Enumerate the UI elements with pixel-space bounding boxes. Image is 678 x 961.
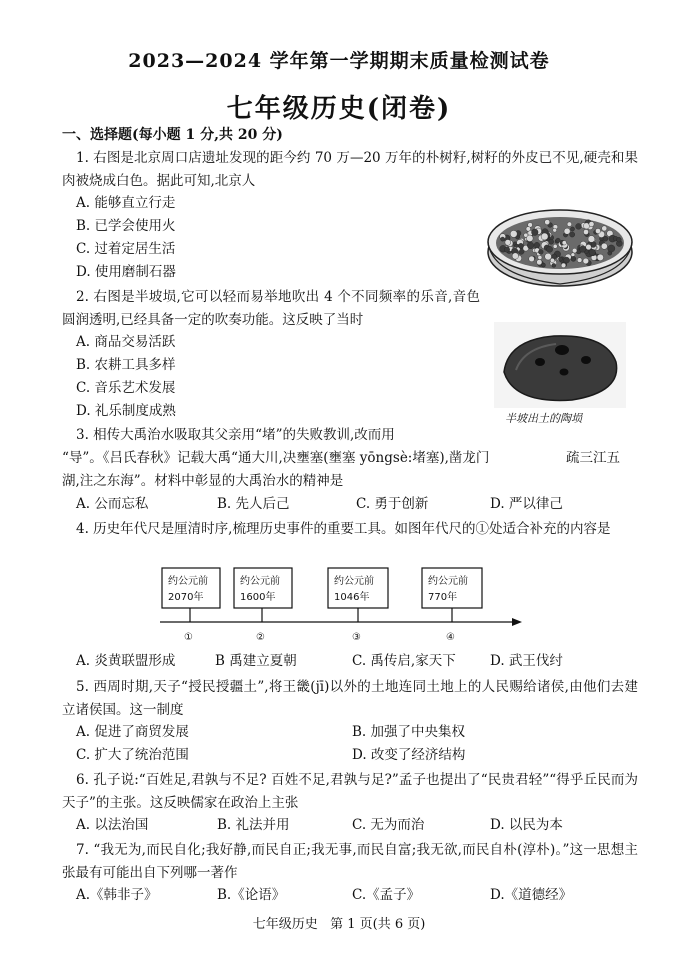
question-3-stem-line-1: 3. 相传大禹治水吸取其父亲用“堵”的失败教训,改而用 — [76, 427, 395, 443]
question-7-option-a: A.《韩非子》 — [76, 887, 158, 903]
question-4-option-b: B 禹建立夏朝 — [215, 653, 297, 669]
clay-xun-photo — [494, 322, 626, 408]
question-3-option-a: A. 公而忘私 — [76, 496, 149, 512]
question-2-option-a: A. 商品交易活跃 — [76, 334, 176, 350]
clay-xun-caption: 半坡出土的陶埙 — [505, 412, 582, 425]
timeline-event-1 — [162, 568, 220, 643]
timeline-event-2-line1: 约公元前 — [240, 576, 280, 587]
question-3-option-c: C. 勇于创新 — [356, 496, 429, 512]
question-1-option-b: B. 已学会使用火 — [76, 218, 176, 234]
timeline-event-2-line2: 1600年 — [240, 592, 276, 603]
question-5-option-c: C. 扩大了统治范围 — [76, 747, 189, 763]
question-5-option-a: A. 促进了商贸发展 — [76, 724, 189, 740]
question-3-stem-line-2b: 疏三江五 — [566, 450, 620, 466]
timeline-event-3 — [328, 568, 388, 643]
question-5-option-d: D. 改变了经济结构 — [352, 747, 466, 763]
question-4-option-d: D. 武王伐纣 — [490, 653, 563, 669]
timeline-marker-2: ② — [256, 632, 265, 643]
timeline-event-3-line2: 1046年 — [334, 592, 370, 603]
timeline-figure — [150, 562, 530, 652]
question-4-stem: 4. 历史年代尺是厘清时序,梳理历史事件的重要工具。如图年代尺的①处适合补充的内容是 — [76, 521, 611, 537]
question-6-option-c: C. 无为而治 — [352, 817, 425, 833]
timeline-event-4 — [422, 568, 482, 643]
question-2-option-c: C. 音乐艺术发展 — [76, 380, 176, 396]
question-6-option-b: B. 礼法并用 — [217, 817, 290, 833]
page-footer: 七年级历史 第 1 页(共 6 页) — [252, 917, 426, 932]
question-1-option-d: D. 使用磨制石器 — [76, 264, 176, 280]
timeline-event-3-line1: 约公元前 — [334, 576, 374, 587]
question-7-option-d: D.《道德经》 — [490, 887, 573, 903]
timeline-event-2 — [234, 568, 292, 643]
question-2-option-d: D. 礼乐制度成熟 — [76, 403, 176, 419]
timeline-event-4-line1: 约公元前 — [428, 576, 468, 587]
exam-title: 2023—2024 学年第一学期期末质量检测试卷 — [128, 50, 550, 72]
question-1-option-c: C. 过着定居生活 — [76, 241, 176, 257]
timeline-marker-1: ① — [184, 632, 193, 643]
timeline-event-4-line2: 770年 — [428, 592, 458, 603]
timeline-event-1-line2: 2070年 — [168, 592, 204, 603]
question-4-option-a: A. 炎黄联盟形成 — [76, 653, 176, 669]
question-7-stem: 7. “我无为,而民自化;我好静,而民自正;我无事,而民自富;我无欲,而民自朴(淳朴)。”这一思想主张最有可能出自下列哪一著作 — [62, 842, 638, 881]
section-heading: 一、选择题(每小题 1 分,共 20 分) — [62, 127, 283, 143]
question-1-option-a: A. 能够直立行走 — [76, 195, 176, 211]
question-2-option-b: B. 农耕工具多样 — [76, 357, 176, 373]
question-5-stem: 5. 西周时期,天子“授民授疆土”,将王畿(jī)以外的土地连同土地上的人民赐给诸侯,由他们去建立诸侯国。这一制度 — [62, 679, 638, 718]
subject-title: 七年级历史(闭卷) — [226, 94, 452, 124]
timeline-marker-4: ④ — [446, 632, 455, 643]
question-4-option-c: C. 禹传启,家天下 — [352, 653, 456, 669]
question-5-option-b: B. 加强了中央集权 — [352, 724, 466, 740]
question-6-stem: 6. 孔子说:“百姓足,君孰与不足? 百姓不足,君孰与足?”孟子也提出了“民贵君轻”“得乎丘民而为天子”的主张。这反映儒家在政治上主张 — [62, 772, 638, 811]
question-7-option-b: B.《论语》 — [217, 887, 286, 903]
question-3-option-b: B. 先人后己 — [217, 496, 290, 512]
question-6-option-a: A. 以法治国 — [76, 817, 149, 833]
question-3-option-d: D. 严以律己 — [490, 496, 563, 512]
timeline-marker-3: ③ — [352, 632, 361, 643]
question-2-stem: 2. 右图是半坡埙,它可以轻而易举地吹出 4 个不同频率的乐音,音色圆润透明,已经具备一定的吹奏功能。这反映了当时 — [62, 289, 480, 328]
question-3-stem-line-3: 湖,注之东海”。材料中彰显的大禹治水的精神是 — [62, 473, 344, 489]
question-1-stem: 1. 右图是北京周口店遗址发现的距今约 70 万—20 万年的朴树籽,树籽的外皮已不见,硬壳和果肉被烧成白色。据此可知,北京人 — [62, 150, 638, 189]
question-7-option-c: C.《孟子》 — [352, 887, 421, 903]
hackberry-seeds-photo — [484, 196, 636, 292]
question-6-option-d: D. 以民为本 — [490, 817, 563, 833]
timeline-event-1-line1: 约公元前 — [168, 576, 208, 587]
question-3-stem-line-2a: “导”。《吕氏春秋》记载大禹“通大川,决壅塞(壅塞 yōngsè:堵塞),凿龙门 — [62, 450, 490, 466]
